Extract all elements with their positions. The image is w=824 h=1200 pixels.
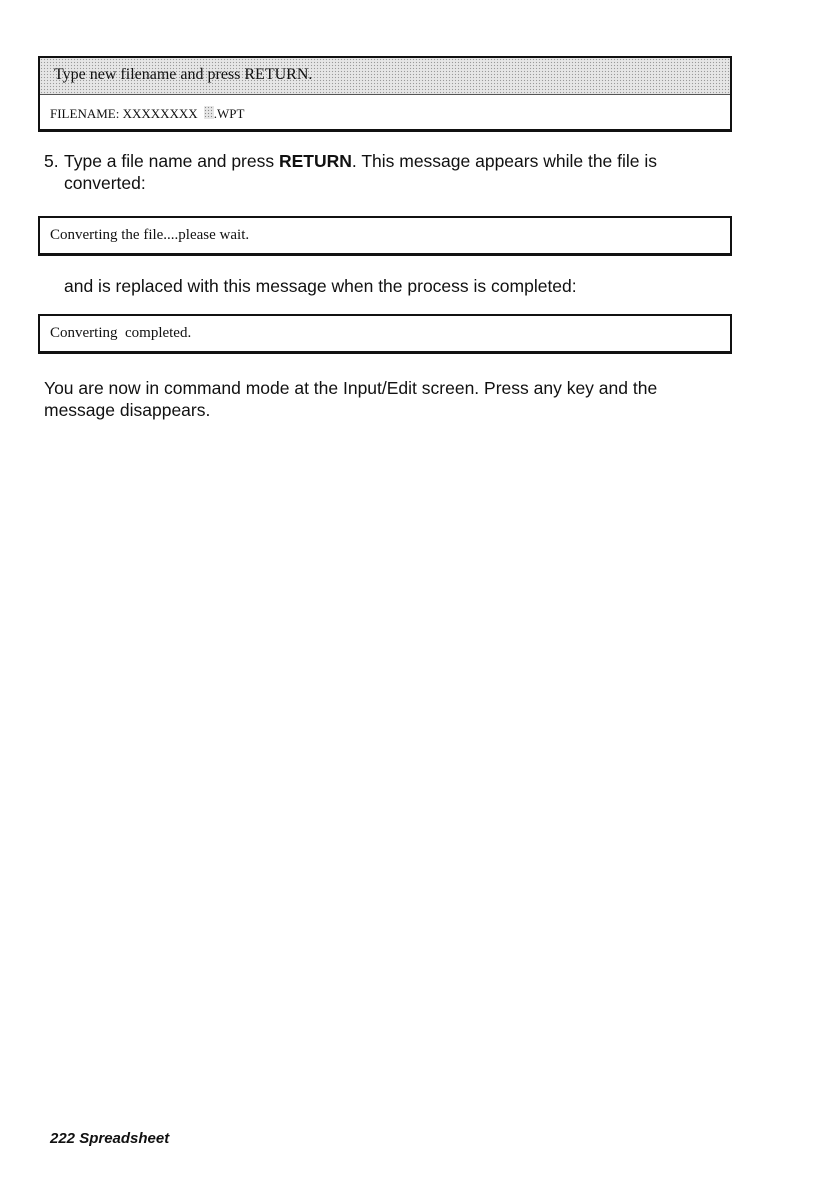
command-mode-line-1: You are now in command mode at the Input/Edit screen. Press any key and the [44, 378, 658, 398]
step-5-line-1 [44, 150, 734, 172]
return-key-label: RETURN [278, 151, 352, 171]
completed-message: Converting completed. [50, 325, 192, 341]
step-number: 5. [44, 151, 59, 171]
step-5-line-2: converted: [64, 173, 146, 193]
converting-message: Converting the file....please wait. [50, 227, 250, 243]
filename-label: FILENAME: XXXXXXXX [50, 106, 198, 121]
command-mode-paragraph [44, 377, 734, 421]
converting-message-box [38, 216, 732, 256]
command-mode-line-2: message disappears. [44, 400, 211, 420]
step-5-text-after: . This message appears while the file is [351, 151, 658, 171]
section-name: Spreadsheet [79, 1130, 170, 1147]
page-number: 222 [50, 1130, 76, 1147]
filename-extension: .WPT [213, 106, 245, 121]
step-5-text-before: Type a file name and press [64, 151, 279, 171]
replaced-message-text: and is replaced with this message when the process is completed: [64, 276, 577, 296]
completed-message-box [38, 314, 732, 354]
filename-screen-box [38, 56, 732, 132]
cursor-block-icon [204, 106, 214, 119]
filename-prompt: Type new filename and press RETURN. [40, 58, 730, 95]
step-5-instruction [44, 150, 734, 194]
page-footer [50, 1130, 169, 1147]
filename-field-row [40, 95, 730, 131]
